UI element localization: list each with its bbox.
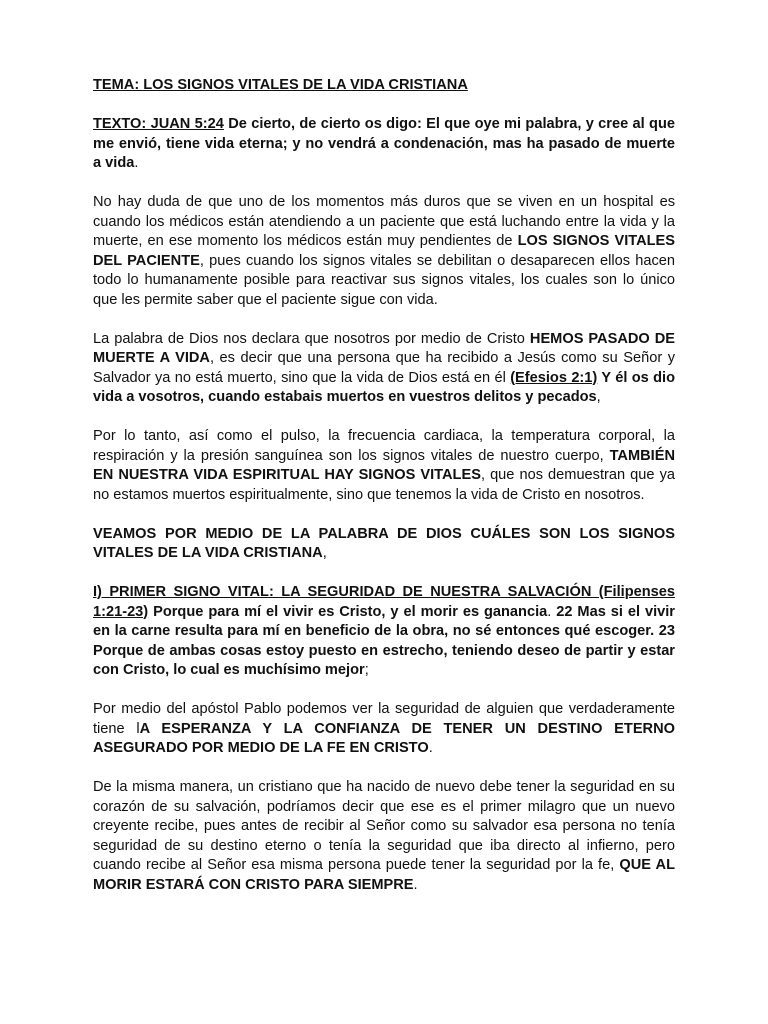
section-heading: VEAMOS POR MEDIO DE LA PALABRA DE DIOS CUÁLES SON LOS SIGNOS VITALES DE LA VIDA CRISTIANA — [93, 525, 675, 561]
emphasis-text: LOS SIGNOS VITALES DEL PACIENTE — [93, 233, 676, 269]
scripture-verse: 22 Mas si el vivir en la carne resulta para mí en beneficio de la obra, no sé entonces qué escoger. 23 Porque de ambas cosas estoy puesto en estrecho, teniendo deseo de partir y estar con Cristo, lo cual es muchísimo mejor — [93, 603, 675, 678]
emphasis-text: HEMOS PASADO DE MUERTE A VIDA — [93, 330, 675, 366]
paragraph-veamos: VEAMOS POR MEDIO DE LA PALABRA DE DIOS CUÁLES SON LOS SIGNOS VITALES DE LA VIDA CRISTIANA, — [93, 525, 675, 561]
paragraph-texto: TEXTO: JUAN 5:24 De cierto, de cierto os digo: El que oye mi palabra, y cree al que me envió, tiene vida eterna; y no vendrá a condenación, mas ha pasado de muerte a vida. — [93, 116, 676, 171]
paragraph-pablo: Por medio del apóstol Pablo podemos ver la seguridad de alguien que verdaderamente tiene lA ESPERANZA Y LA CONFIANZA DE TENER UN DESTINO ETERNO ASEGURADO POR MEDIO DE LA FE EN CRISTO. — [93, 701, 675, 756]
paragraph-palabra: La palabra de Dios nos declara que nosotros por medio de Cristo HEMOS PASADO DE MUERTE A VIDA, es decir que una persona que ha recibido a Jesús como su Señor y Salvador ya no está muerto, sino que la vida de Dios está en él (Efesios 2:1) Y él os dio vida a vosotros, cuando estabais muertos en vuestros delitos y pecados, — [93, 330, 676, 405]
paragraph-hospital: No hay duda de que uno de los momentos más duros que se viven en un hospital es cuando los médicos están atendiendo a un paciente que está luchando entre la vida y la muerte, en ese momento los médicos están muy pendientes de LOS SIGNOS VITALES DEL PACIENTE, pues cuando los signos vitales se debilitan o desaparecen ellos hacen todo lo humanamente posible para reactivar sus signos vitales, los cuales son lo único que les permite saber que el paciente sigue con vida. — [93, 194, 676, 308]
scripture-reference: TEXTO: JUAN 5:24 — [93, 116, 224, 132]
paragraph-primer-signo: I) PRIMER SIGNO VITAL: LA SEGURIDAD DE NUESTRA SALVACIÓN (Filipenses 1:21-23) Porque para mí el vivir es Cristo, y el morir es ganancia. 22 Mas si el vivir en la carne resulta para mí en beneficio de la obra, no sé entonces qué escoger. 23 Porque de ambas cosas estoy puesto en estrecho, teniendo deseo de partir y estar con Cristo, lo cual es muchísimo mejor; — [93, 584, 675, 678]
paragraph-signos: Por lo tanto, así como el pulso, la frecuencia cardiaca, la temperatura corporal, la respiración y la presión sanguínea son los signos vitales de nuestro cuerpo, TAMBIÉN EN NUESTRA VIDA ESPIRITUAL HAY SIGNOS VITALES, que nos demuestran que ya no estamos muertos espiritualmente, sino que tenemos la vida de Cristo en nosotros. — [93, 428, 675, 503]
scripture-verse: Y él os dio vida a vosotros, cuando estabais muertos en vuestros delitos y pecados — [93, 369, 676, 405]
emphasis-text: A ESPERANZA Y LA CONFIANZA DE TENER UN DESTINO ETERNO ASEGURADO POR MEDIO DE LA FE EN CRISTO — [93, 720, 675, 756]
emphasis-text: TAMBIÉN EN NUESTRA VIDA ESPIRITUAL HAY SIGNOS VITALES — [93, 447, 675, 483]
scripture-reference: I) PRIMER SIGNO VITAL: LA SEGURIDAD DE NUESTRA SALVACIÓN (Filipenses 1:21-23) — [93, 584, 675, 620]
scripture-verse: Porque para mí el vivir es Cristo, y el morir es ganancia — [148, 603, 548, 620]
scripture-verse: De cierto, de cierto os digo: El que oye mi palabra, y cree al que me envió, tiene vida eterna; y no vendrá a condenación, mas ha pasado de muerte a vida — [93, 116, 676, 171]
paragraph-cristiano: De la misma manera, un cristiano que ha nacido de nuevo debe tener la seguridad en su corazón de su salvación, podríamos decir que ese es el primer milagro que un nuevo creyente recibe, pues antes de recibir al Señor como su salvador esa persona no tenía seguridad de su destino eterno o tenía la seguridad que iba directo al infierno, pero cuando recibe al Señor esa misma persona puede tener la seguridad por la fe, QUE AL MORIR ESTARÁ CON CRISTO PARA SIEMPRE. — [93, 779, 675, 893]
document-title: TEMA: LOS SIGNOS VITALES DE LA VIDA CRISTIANA — [93, 77, 468, 93]
scripture-reference: (Efesios 2:1) — [510, 369, 598, 386]
emphasis-text: QUE AL MORIR ESTARÁ CON CRISTO PARA SIEMPRE — [93, 857, 675, 893]
